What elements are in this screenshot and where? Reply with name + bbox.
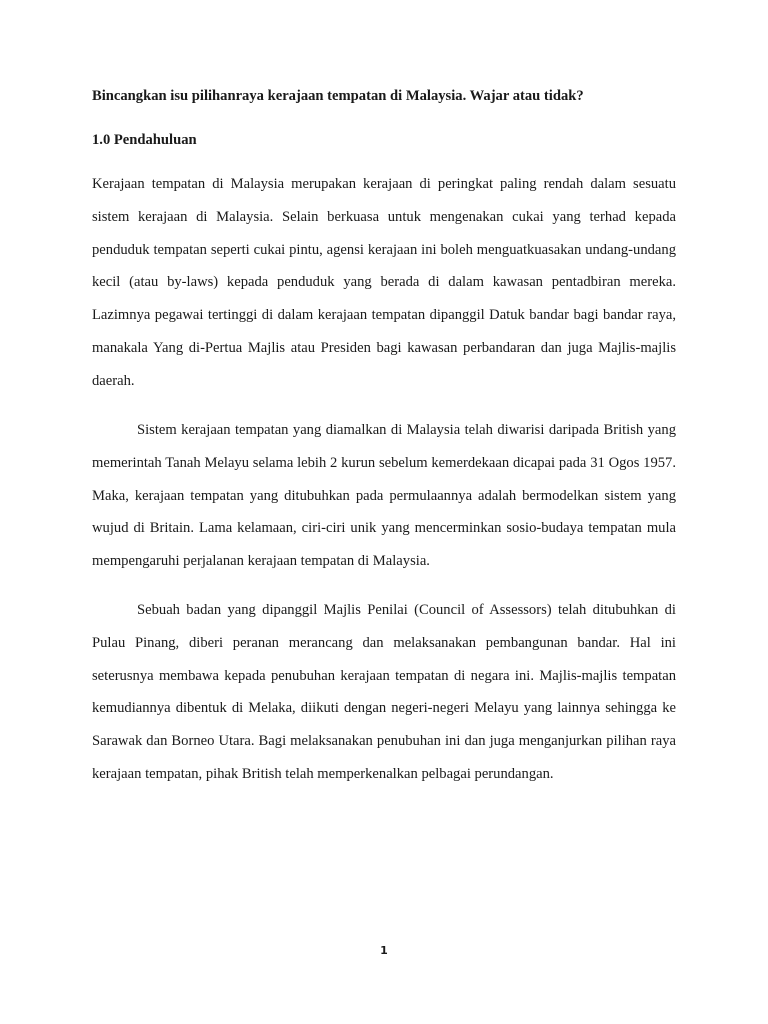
section-heading: 1.0 Pendahuluan bbox=[92, 132, 197, 148]
document-title: Bincangkan isu pilihanraya kerajaan tempatan di Malaysia. Wajar atau tidak? bbox=[92, 88, 584, 104]
paragraph-3: Sebuah badan yang dipanggil Majlis Penilai (Council of Assessors) telah ditubuhkan di Pulau Pinang, diberi peranan merancang dan melaksanakan pembangunan bandar. Hal ini seterusnya membawa kepada penubuhan kerajaan tempatan di negara ini. Majlis-majlis tempatan kemudiannya dibentuk di Melaka, diikuti dengan negeri-negeri Melayu yang lainnya sehingga ke Sarawak dan Borneo Utara. Bagi melaksanakan penubuhan ini dan juga menganjurkan pilihan raya kerajaan tempatan, pihak British telah memperkenalkan pelbagai perundangan. bbox=[92, 602, 676, 782]
paragraph-1: Kerajaan tempatan di Malaysia merupakan kerajaan di peringkat paling rendah dalam sesuatu sistem kerajaan di Malaysia. Selain berkuasa untuk mengenakan cukai yang terhad kepada penduduk tempatan seperti cukai pintu, agensi kerajaan ini boleh menguatkuasakan undang-undang kecil (atau by-laws) kepada penduduk yang berada di dalam kawasan pentadbiran mereka. Lazimnya pegawai tertinggi di dalam kerajaan tempatan dipanggil Datuk bandar bagi bandar raya, manakala Yang di-Pertua Majlis atau Presiden bagi kawasan perbandaran dan juga Majlis-majlis daerah. bbox=[92, 176, 676, 389]
page-number: 1 bbox=[380, 944, 388, 957]
paragraph-2: Sistem kerajaan tempatan yang diamalkan di Malaysia telah diwarisi daripada British yang memerintah Tanah Melayu selama lebih 2 kurun sebelum kemerdekaan dicapai pada 31 Ogos 1957. Maka, kerajaan tempatan yang ditubuhkan pada permulaannya adalah bermodelkan sistem yang wujud di Britain. Lama kelamaan, ciri-ciri unik yang mencerminkan sosio-budaya tempatan mula mempengaruhi perjalanan kerajaan tempatan di Malaysia. bbox=[92, 422, 676, 570]
